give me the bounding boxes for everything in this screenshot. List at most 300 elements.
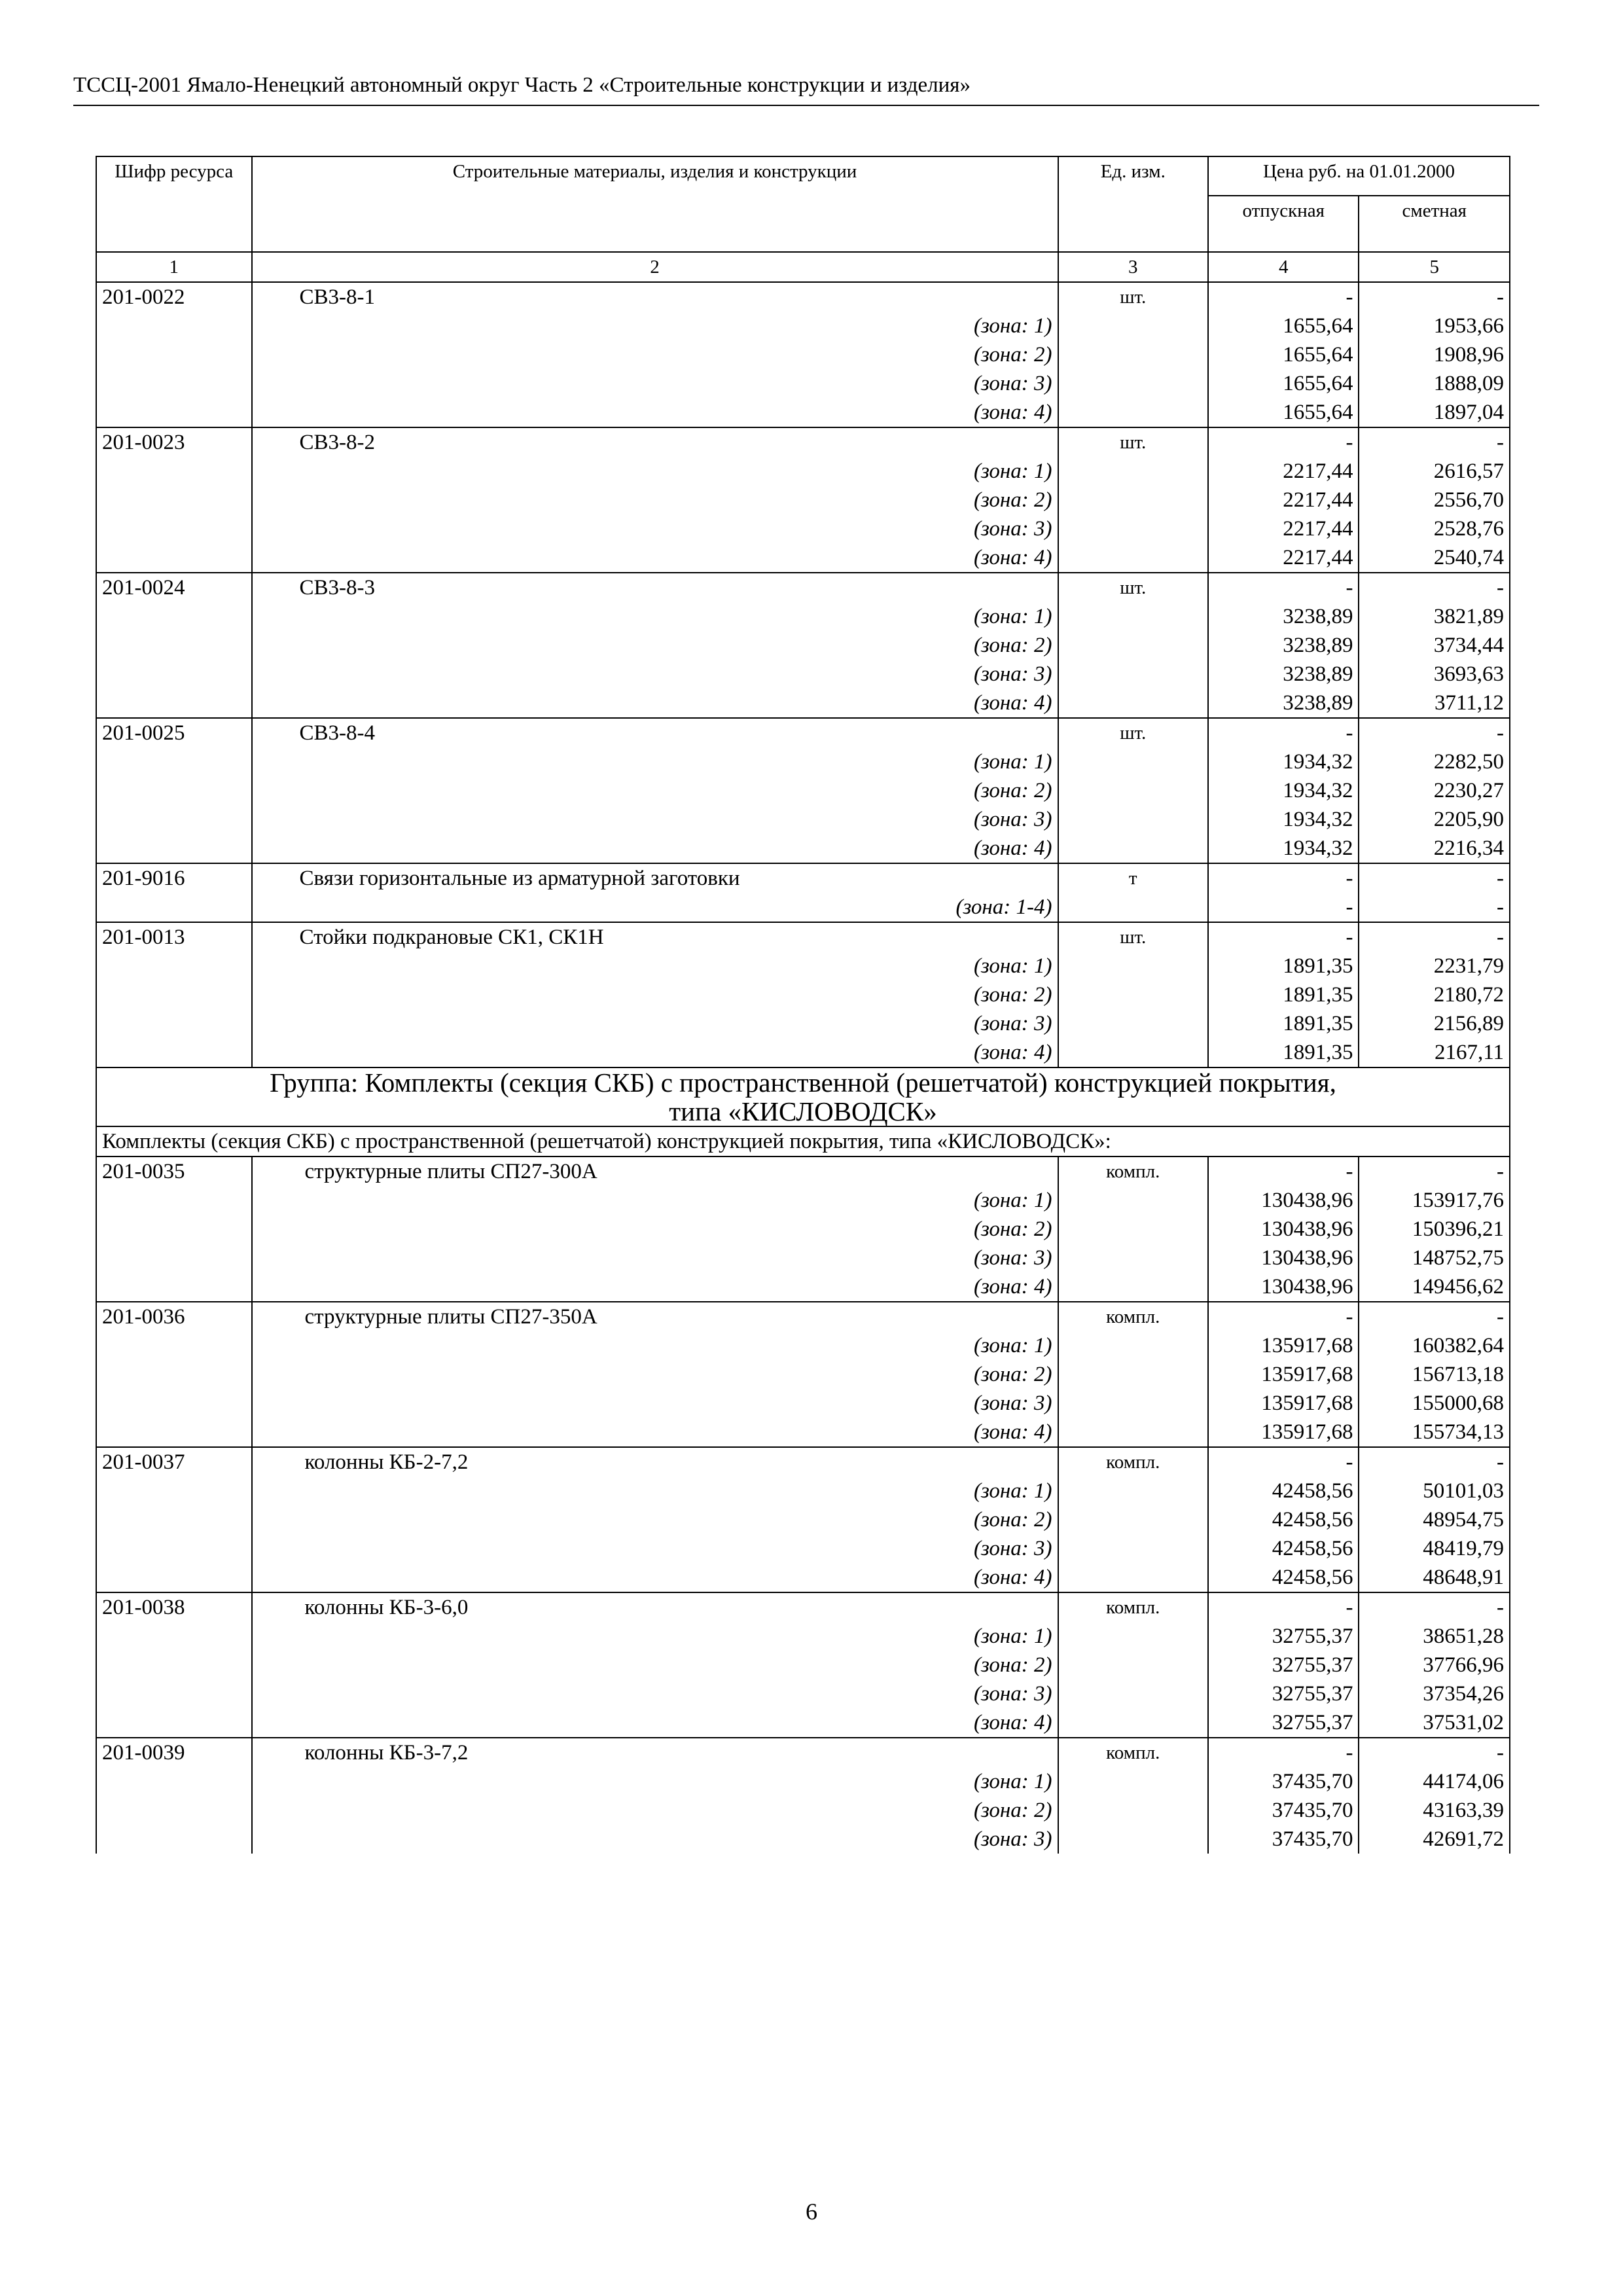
resource-code: 201-0023	[96, 427, 252, 457]
price-estimate-cell: -	[1359, 893, 1510, 922]
resource-code-empty	[96, 602, 252, 631]
zone-row	[96, 1708, 1510, 1738]
table-row	[96, 1302, 1510, 1331]
zone-row	[96, 514, 1510, 543]
table-row	[96, 282, 1510, 312]
zone-label: (зона: 1)	[252, 747, 1058, 776]
table-row	[96, 1157, 1510, 1186]
price-release-cell: 3238,89	[1208, 631, 1359, 660]
zone-label: (зона: 2)	[252, 340, 1058, 369]
unit-empty	[1058, 1796, 1208, 1825]
resource-code-empty	[96, 631, 252, 660]
resource-code-empty	[96, 1009, 252, 1038]
table-row	[96, 1592, 1510, 1622]
resource-code-empty	[96, 1679, 252, 1708]
zone-row	[96, 1477, 1510, 1505]
price-release-cell: 130438,96	[1208, 1215, 1359, 1244]
price-release-cell: -	[1208, 922, 1359, 952]
resource-name: колонны КБ-2-7,2	[252, 1447, 1058, 1477]
zone-row	[96, 747, 1510, 776]
zone-row	[96, 1767, 1510, 1796]
zone-label: (зона: 4)	[252, 1563, 1058, 1592]
price-estimate-cell: 1888,09	[1359, 369, 1510, 398]
price-release-cell: 135917,68	[1208, 1418, 1359, 1447]
zone-row	[96, 834, 1510, 863]
price-estimate-cell: -	[1359, 863, 1510, 893]
zone-label: (зона: 1)	[252, 1622, 1058, 1651]
unit-empty	[1058, 1186, 1208, 1215]
price-release-cell: 37435,70	[1208, 1825, 1359, 1854]
zone-row	[96, 776, 1510, 805]
unit-empty	[1058, 1534, 1208, 1563]
unit-cell: компл.	[1058, 1738, 1208, 1767]
zone-label: (зона: 2)	[252, 1505, 1058, 1534]
resource-code-empty	[96, 1651, 252, 1679]
price-estimate-cell: 2231,79	[1359, 952, 1510, 980]
group-title-line1: Группа: Комплекты (секция СКБ) с пространственной (решетчатой) конструкцией покрытия,	[270, 1067, 1336, 1098]
group-heading-row	[96, 1067, 1510, 1126]
unit-empty	[1058, 312, 1208, 340]
col-header-unit: Ед. изм.	[1058, 156, 1208, 252]
table-section-2	[96, 1157, 1510, 1854]
price-estimate-cell: 148752,75	[1359, 1244, 1510, 1272]
unit-empty	[1058, 1331, 1208, 1360]
unit-empty	[1058, 776, 1208, 805]
unit-empty	[1058, 514, 1208, 543]
unit-empty	[1058, 1360, 1208, 1389]
zone-label: (зона: 3)	[252, 514, 1058, 543]
price-release-cell: -	[1208, 718, 1359, 747]
resource-code-empty	[96, 1186, 252, 1215]
zone-label: (зона: 1-4)	[252, 893, 1058, 922]
table-section-1	[96, 282, 1510, 1067]
price-release-cell: 37435,70	[1208, 1767, 1359, 1796]
zone-row	[96, 660, 1510, 689]
price-release-cell: 130438,96	[1208, 1244, 1359, 1272]
resource-code-empty	[96, 834, 252, 863]
unit-empty	[1058, 486, 1208, 514]
price-estimate-cell: 160382,64	[1359, 1331, 1510, 1360]
unit-empty	[1058, 805, 1208, 834]
zone-label: (зона: 4)	[252, 1708, 1058, 1738]
table-row	[96, 427, 1510, 457]
zone-label: (зона: 3)	[252, 1679, 1058, 1708]
group-section	[96, 1067, 1510, 1157]
price-estimate-cell: 149456,62	[1359, 1272, 1510, 1302]
header-rule	[73, 105, 1539, 106]
resource-code: 201-0039	[96, 1738, 252, 1767]
price-release-cell: -	[1208, 573, 1359, 602]
price-release-cell: 135917,68	[1208, 1389, 1359, 1418]
price-release-cell: 32755,37	[1208, 1622, 1359, 1651]
zone-label: (зона: 4)	[252, 1038, 1058, 1067]
resource-code-empty	[96, 1796, 252, 1825]
unit-empty	[1058, 660, 1208, 689]
zone-label: (зона: 3)	[252, 1389, 1058, 1418]
price-release-cell: 1934,32	[1208, 747, 1359, 776]
zone-label: (зона: 1)	[252, 1477, 1058, 1505]
price-release-cell: 3238,89	[1208, 602, 1359, 631]
price-release-cell: 1891,35	[1208, 952, 1359, 980]
unit-cell: шт.	[1058, 922, 1208, 952]
price-release-cell: 1655,64	[1208, 312, 1359, 340]
column-number: 3	[1058, 252, 1208, 282]
price-release-cell: 130438,96	[1208, 1272, 1359, 1302]
resource-code-empty	[96, 1534, 252, 1563]
unit-empty	[1058, 747, 1208, 776]
resource-code-empty	[96, 312, 252, 340]
price-estimate-cell: 1908,96	[1359, 340, 1510, 369]
zone-label: (зона: 4)	[252, 1272, 1058, 1302]
zone-row	[96, 805, 1510, 834]
zone-label: (зона: 3)	[252, 1825, 1058, 1854]
resource-code-empty	[96, 805, 252, 834]
price-estimate-cell: 2167,11	[1359, 1038, 1510, 1067]
price-estimate-cell: -	[1359, 1302, 1510, 1331]
price-estimate-cell: 2156,89	[1359, 1009, 1510, 1038]
zone-row	[96, 893, 1510, 922]
zone-label: (зона: 3)	[252, 369, 1058, 398]
unit-empty	[1058, 1679, 1208, 1708]
resource-code: 201-0035	[96, 1157, 252, 1186]
price-estimate-cell: 3734,44	[1359, 631, 1510, 660]
unit-empty	[1058, 1038, 1208, 1067]
unit-cell: шт.	[1058, 427, 1208, 457]
zone-label: (зона: 2)	[252, 1796, 1058, 1825]
price-release-cell: 135917,68	[1208, 1360, 1359, 1389]
zone-label: (зона: 1)	[252, 1331, 1058, 1360]
price-estimate-cell: 2282,50	[1359, 747, 1510, 776]
resource-name: Связи горизонтальные из арматурной заготовки	[252, 863, 1058, 893]
unit-cell: т	[1058, 863, 1208, 893]
price-release-cell: 1655,64	[1208, 398, 1359, 427]
price-release-cell: 42458,56	[1208, 1534, 1359, 1563]
price-estimate-cell: 38651,28	[1359, 1622, 1510, 1651]
unit-empty	[1058, 1389, 1208, 1418]
price-release-cell: -	[1208, 1157, 1359, 1186]
resource-name: структурные плиты СП27-300А	[252, 1157, 1058, 1186]
resource-code-empty	[96, 1418, 252, 1447]
column-number: 1	[96, 252, 252, 282]
price-release-cell: 130438,96	[1208, 1186, 1359, 1215]
price-release-cell: -	[1208, 893, 1359, 922]
zone-row	[96, 1622, 1510, 1651]
resource-code-empty	[96, 340, 252, 369]
resource-code-empty	[96, 1244, 252, 1272]
zone-row	[96, 689, 1510, 718]
zone-row	[96, 1215, 1510, 1244]
unit-empty	[1058, 1708, 1208, 1738]
resource-code-empty	[96, 660, 252, 689]
price-estimate-cell: -	[1359, 573, 1510, 602]
zone-row	[96, 980, 1510, 1009]
price-estimate-cell: -	[1359, 922, 1510, 952]
resource-code-empty	[96, 514, 252, 543]
group-title-line2: типа «КИСЛОВОДСК»	[669, 1096, 937, 1126]
resource-code-empty	[96, 980, 252, 1009]
unit-cell: компл.	[1058, 1447, 1208, 1477]
zone-label: (зона: 2)	[252, 1651, 1058, 1679]
resource-code: 201-0022	[96, 282, 252, 312]
zone-label: (зона: 4)	[252, 834, 1058, 863]
resource-code-empty	[96, 543, 252, 573]
col-header-name: Строительные материалы, изделия и конструкции	[252, 156, 1058, 252]
zone-label: (зона: 1)	[252, 1186, 1058, 1215]
price-estimate-cell: 2216,34	[1359, 834, 1510, 863]
zone-label: (зона: 1)	[252, 457, 1058, 486]
resource-code-empty	[96, 369, 252, 398]
price-table	[96, 156, 1510, 1854]
price-estimate-cell: -	[1359, 1447, 1510, 1477]
zone-label: (зона: 3)	[252, 1244, 1058, 1272]
unit-empty	[1058, 1418, 1208, 1447]
price-estimate-cell: 37766,96	[1359, 1651, 1510, 1679]
price-release-cell: -	[1208, 863, 1359, 893]
unit-empty	[1058, 340, 1208, 369]
resource-code: 201-0037	[96, 1447, 252, 1477]
resource-code-empty	[96, 689, 252, 718]
column-number: 4	[1208, 252, 1359, 282]
zone-row	[96, 1534, 1510, 1563]
zone-row	[96, 398, 1510, 427]
price-estimate-cell: 42691,72	[1359, 1825, 1510, 1854]
resource-code-empty	[96, 776, 252, 805]
col-header-price-release: отпускная	[1208, 196, 1359, 252]
price-release-cell: 1934,32	[1208, 776, 1359, 805]
zone-row	[96, 543, 1510, 573]
price-estimate-cell: -	[1359, 1592, 1510, 1622]
price-release-cell: -	[1208, 1302, 1359, 1331]
col-header-code: Шифр ресурса	[96, 156, 252, 252]
unit-cell: шт.	[1058, 573, 1208, 602]
resource-code-empty	[96, 952, 252, 980]
zone-label: (зона: 4)	[252, 689, 1058, 718]
zone-row	[96, 1360, 1510, 1389]
group-subheading: Комплекты (секция СКБ) с пространственной (решетчатой) конструкцией покрытия, типа «КИСЛОВОДСК»:	[96, 1126, 1510, 1157]
col-header-price: Цена руб. на 01.01.2000	[1208, 156, 1510, 196]
zone-label: (зона: 2)	[252, 631, 1058, 660]
price-release-cell: -	[1208, 427, 1359, 457]
resource-code-empty	[96, 457, 252, 486]
column-numbers-row	[96, 252, 1510, 282]
price-estimate-cell: 2528,76	[1359, 514, 1510, 543]
price-release-cell: -	[1208, 1447, 1359, 1477]
resource-code-empty	[96, 486, 252, 514]
resource-name: СВ3-8-3	[252, 573, 1058, 602]
unit-cell: компл.	[1058, 1592, 1208, 1622]
price-release-cell: 3238,89	[1208, 660, 1359, 689]
price-estimate-cell: -	[1359, 1157, 1510, 1186]
price-estimate-cell: 37531,02	[1359, 1708, 1510, 1738]
resource-name: Стойки подкрановые СК1, СК1Н	[252, 922, 1058, 952]
zone-row	[96, 1272, 1510, 1302]
unit-cell: шт.	[1058, 282, 1208, 312]
price-release-cell: -	[1208, 1592, 1359, 1622]
unit-empty	[1058, 1505, 1208, 1534]
resource-code-empty	[96, 1477, 252, 1505]
zone-label: (зона: 2)	[252, 776, 1058, 805]
unit-empty	[1058, 1563, 1208, 1592]
price-estimate-cell: -	[1359, 718, 1510, 747]
unit-empty	[1058, 1825, 1208, 1854]
zone-row	[96, 1389, 1510, 1418]
price-estimate-cell: 48419,79	[1359, 1534, 1510, 1563]
zone-row	[96, 631, 1510, 660]
resource-code: 201-0013	[96, 922, 252, 952]
price-estimate-cell: 2180,72	[1359, 980, 1510, 1009]
zone-row	[96, 1038, 1510, 1067]
zone-row	[96, 952, 1510, 980]
zone-row	[96, 1825, 1510, 1854]
unit-empty	[1058, 1244, 1208, 1272]
unit-empty	[1058, 1651, 1208, 1679]
price-estimate-cell: -	[1359, 427, 1510, 457]
zone-label: (зона: 4)	[252, 543, 1058, 573]
resource-code-empty	[96, 1038, 252, 1067]
zone-label: (зона: 4)	[252, 1418, 1058, 1447]
zone-label: (зона: 2)	[252, 1360, 1058, 1389]
table-row	[96, 863, 1510, 893]
unit-empty	[1058, 689, 1208, 718]
column-number: 2	[252, 252, 1058, 282]
unit-empty	[1058, 952, 1208, 980]
price-estimate-cell: 2540,74	[1359, 543, 1510, 573]
zone-row	[96, 1505, 1510, 1534]
resource-code-empty	[96, 1825, 252, 1854]
unit-empty	[1058, 834, 1208, 863]
price-estimate-cell: 1897,04	[1359, 398, 1510, 427]
price-estimate-cell: 1953,66	[1359, 312, 1510, 340]
price-release-cell: 1655,64	[1208, 340, 1359, 369]
resource-code-empty	[96, 1272, 252, 1302]
zone-row	[96, 1796, 1510, 1825]
unit-empty	[1058, 1622, 1208, 1651]
price-release-cell: 2217,44	[1208, 486, 1359, 514]
zone-label: (зона: 3)	[252, 1009, 1058, 1038]
resource-name: СВ3-8-1	[252, 282, 1058, 312]
resource-code-empty	[96, 398, 252, 427]
table-row	[96, 922, 1510, 952]
zone-row	[96, 486, 1510, 514]
resource-name: колонны КБ-3-7,2	[252, 1738, 1058, 1767]
price-estimate-cell: 44174,06	[1359, 1767, 1510, 1796]
price-release-cell: 1891,35	[1208, 1009, 1359, 1038]
table-row	[96, 1738, 1510, 1767]
price-release-cell: 37435,70	[1208, 1796, 1359, 1825]
price-estimate-cell: -	[1359, 1738, 1510, 1767]
price-release-cell: 42458,56	[1208, 1477, 1359, 1505]
resource-code: 201-0038	[96, 1592, 252, 1622]
table-row	[96, 573, 1510, 602]
price-estimate-cell: 50101,03	[1359, 1477, 1510, 1505]
unit-empty	[1058, 369, 1208, 398]
price-estimate-cell: 43163,39	[1359, 1796, 1510, 1825]
col-header-price-estimate: сметная	[1359, 196, 1510, 252]
price-estimate-cell: 48648,91	[1359, 1563, 1510, 1592]
price-estimate-cell: 155734,13	[1359, 1418, 1510, 1447]
zone-label: (зона: 2)	[252, 980, 1058, 1009]
resource-code-empty	[96, 1563, 252, 1592]
resource-code-empty	[96, 1505, 252, 1534]
unit-cell: шт.	[1058, 718, 1208, 747]
zone-label: (зона: 1)	[252, 1767, 1058, 1796]
price-release-cell: 135917,68	[1208, 1331, 1359, 1360]
price-estimate-cell: -	[1359, 282, 1510, 312]
price-release-cell: 32755,37	[1208, 1679, 1359, 1708]
unit-cell: компл.	[1058, 1157, 1208, 1186]
unit-empty	[1058, 1767, 1208, 1796]
price-release-cell: 32755,37	[1208, 1708, 1359, 1738]
unit-empty	[1058, 543, 1208, 573]
zone-row	[96, 340, 1510, 369]
zone-row	[96, 1186, 1510, 1215]
unit-empty	[1058, 1477, 1208, 1505]
zone-row	[96, 1331, 1510, 1360]
price-estimate-cell: 153917,76	[1359, 1186, 1510, 1215]
unit-empty	[1058, 1009, 1208, 1038]
table-row	[96, 718, 1510, 747]
price-release-cell: 1934,32	[1208, 834, 1359, 863]
resource-name: СВ3-8-2	[252, 427, 1058, 457]
resource-code: 201-9016	[96, 863, 252, 893]
resource-code-empty	[96, 1767, 252, 1796]
zone-row	[96, 1651, 1510, 1679]
resource-code-empty	[96, 747, 252, 776]
zone-row	[96, 602, 1510, 631]
price-estimate-cell: 37354,26	[1359, 1679, 1510, 1708]
price-release-cell: 1655,64	[1208, 369, 1359, 398]
resource-code: 201-0025	[96, 718, 252, 747]
unit-empty	[1058, 457, 1208, 486]
zone-row	[96, 1009, 1510, 1038]
resource-code-empty	[96, 1360, 252, 1389]
price-release-cell: -	[1208, 1738, 1359, 1767]
unit-empty	[1058, 1272, 1208, 1302]
price-release-cell: 32755,37	[1208, 1651, 1359, 1679]
price-estimate-cell: 150396,21	[1359, 1215, 1510, 1244]
resource-code-empty	[96, 1389, 252, 1418]
price-release-cell: 42458,56	[1208, 1505, 1359, 1534]
price-estimate-cell: 3821,89	[1359, 602, 1510, 631]
price-estimate-cell: 2556,70	[1359, 486, 1510, 514]
price-release-cell: 1891,35	[1208, 1038, 1359, 1067]
zone-label: (зона: 1)	[252, 952, 1058, 980]
zone-row	[96, 1679, 1510, 1708]
unit-empty	[1058, 398, 1208, 427]
price-release-cell: -	[1208, 282, 1359, 312]
price-estimate-cell: 2616,57	[1359, 457, 1510, 486]
zone-label: (зона: 2)	[252, 486, 1058, 514]
price-estimate-cell: 156713,18	[1359, 1360, 1510, 1389]
zone-label: (зона: 2)	[252, 1215, 1058, 1244]
zone-label: (зона: 3)	[252, 660, 1058, 689]
resource-code-empty	[96, 1708, 252, 1738]
unit-empty	[1058, 980, 1208, 1009]
zone-label: (зона: 3)	[252, 805, 1058, 834]
price-estimate-cell: 2205,90	[1359, 805, 1510, 834]
price-estimate-cell: 3711,12	[1359, 689, 1510, 718]
price-estimate-cell: 48954,75	[1359, 1505, 1510, 1534]
unit-empty	[1058, 631, 1208, 660]
price-release-cell: 2217,44	[1208, 457, 1359, 486]
zone-row	[96, 369, 1510, 398]
zone-label: (зона: 1)	[252, 312, 1058, 340]
zone-row	[96, 457, 1510, 486]
group-subheading-row	[96, 1126, 1510, 1157]
zone-row	[96, 1244, 1510, 1272]
zone-label: (зона: 4)	[252, 398, 1058, 427]
resource-code: 201-0036	[96, 1302, 252, 1331]
